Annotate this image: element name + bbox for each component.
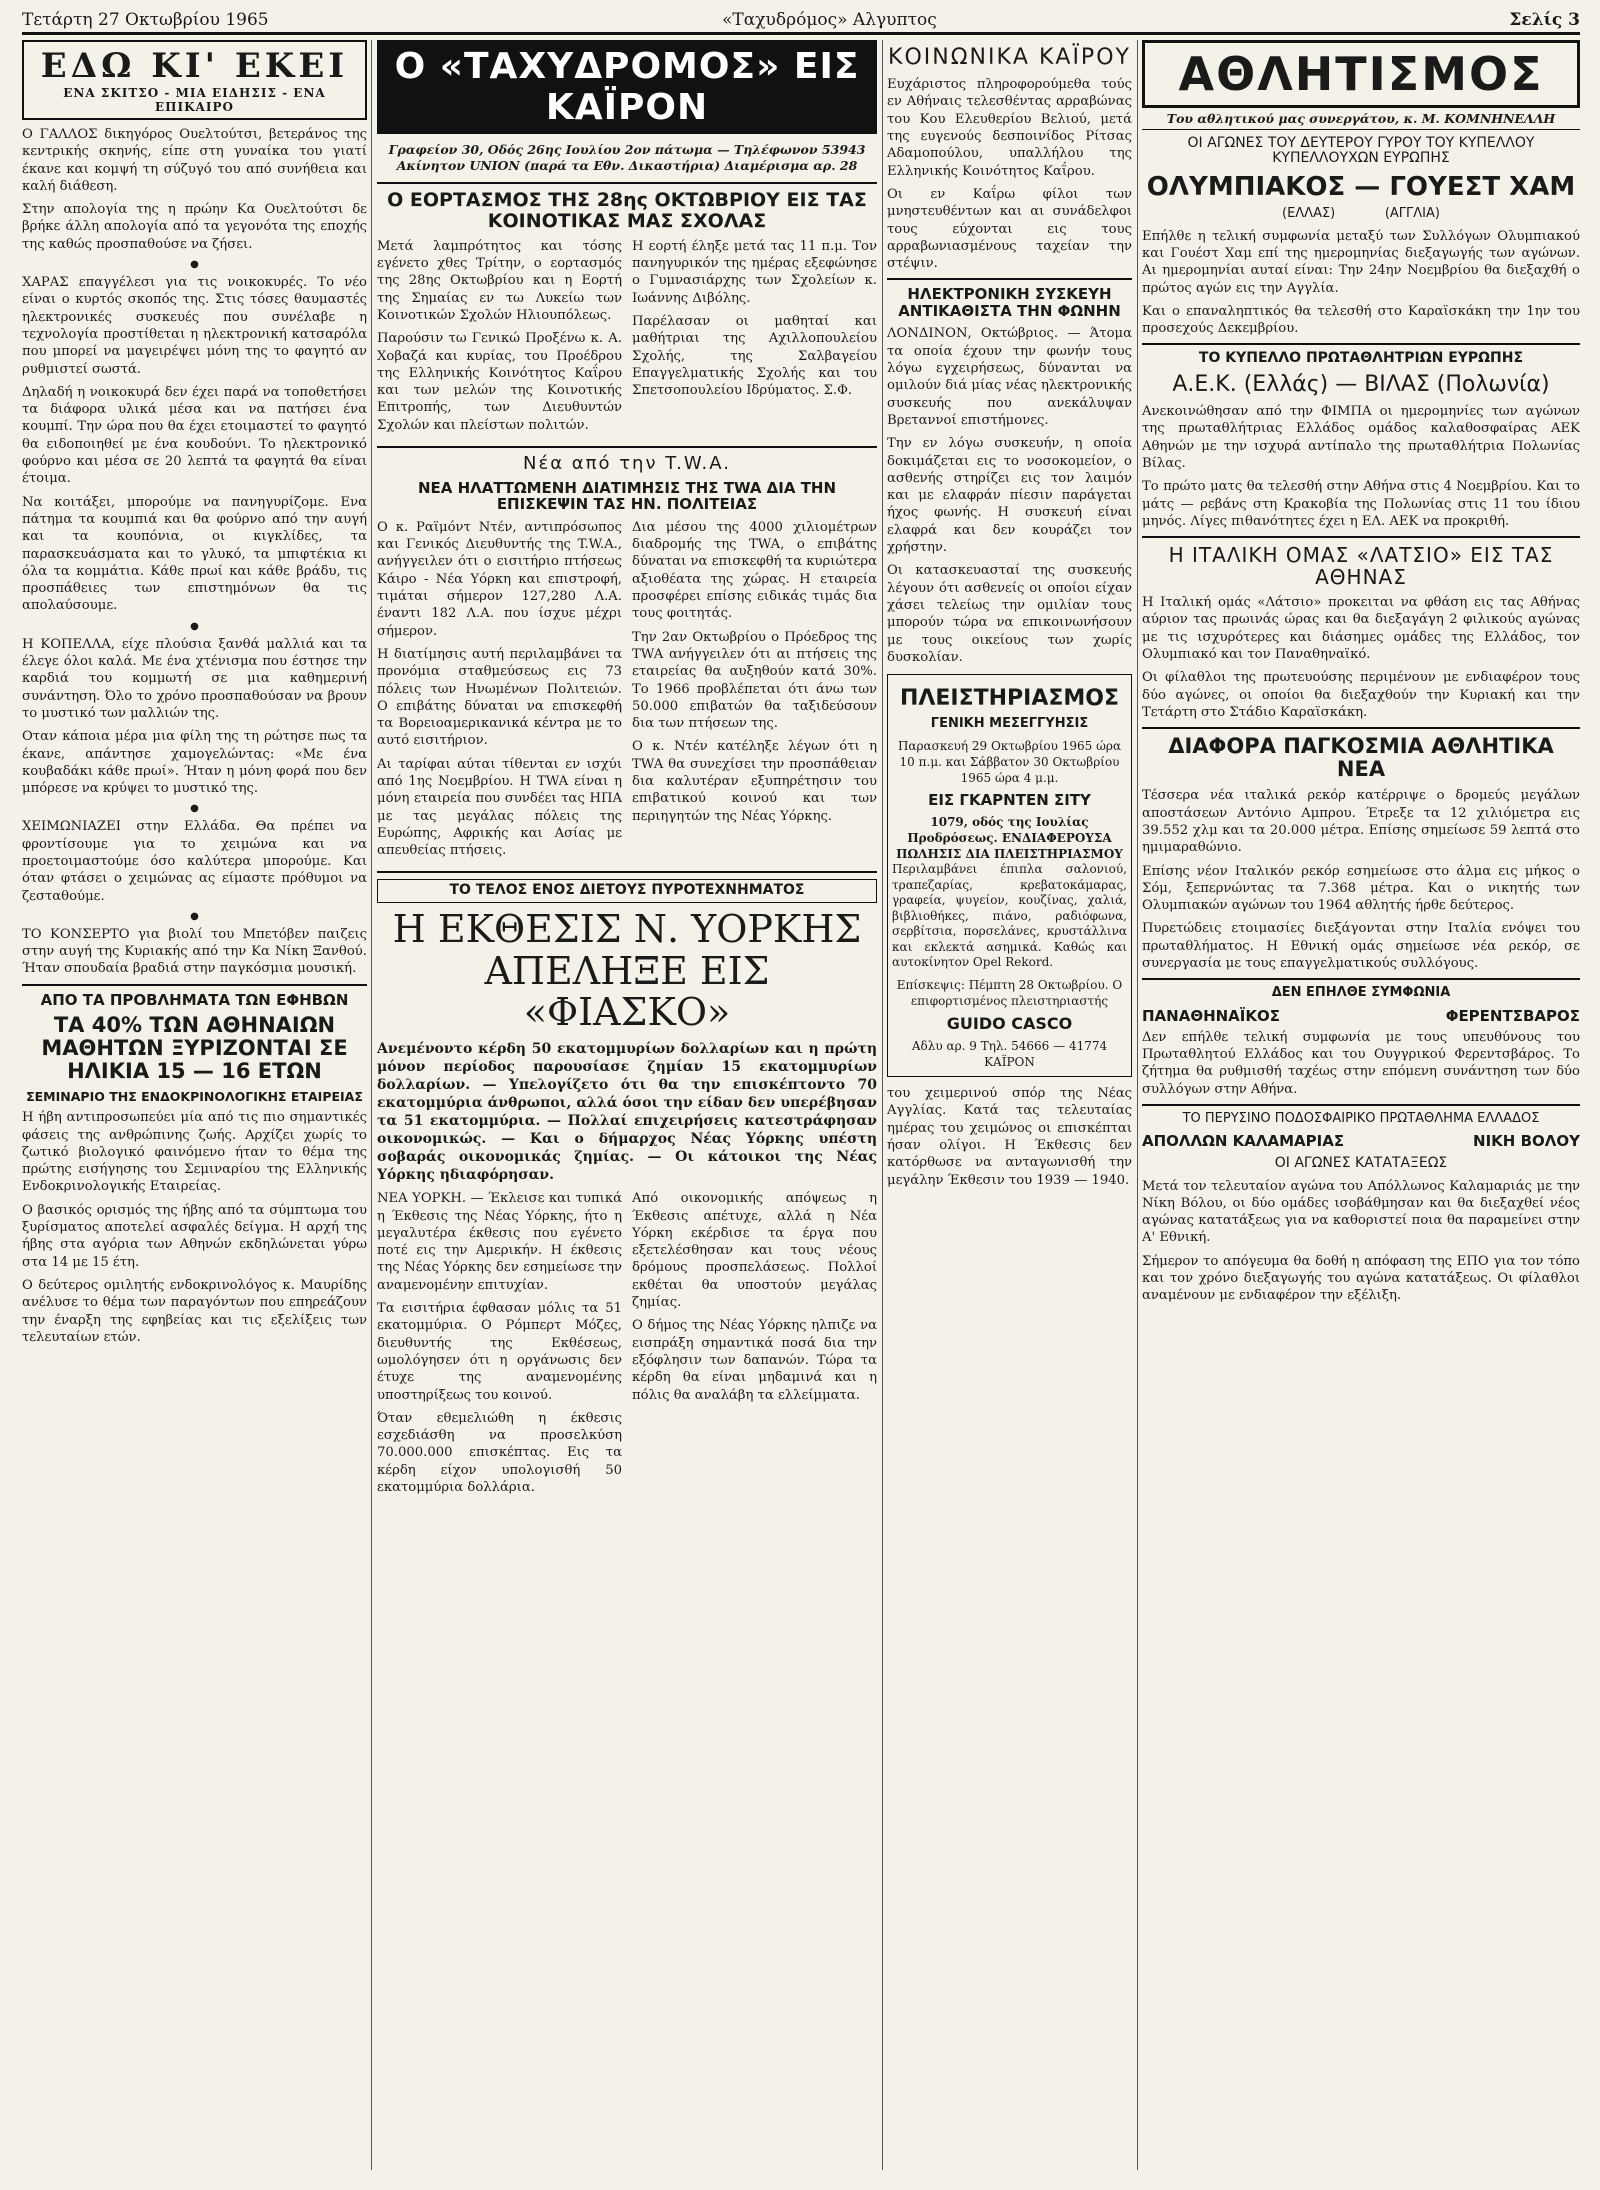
- column-divider: [371, 40, 372, 2170]
- newspaper-page: [22, 8, 1580, 2178]
- office-address: [377, 142, 877, 174]
- rule: [377, 446, 877, 448]
- article-paragraph: Οι κατασκευασταί της συσκευής λέγουν ότι ασθενείς οι οποίοι είχαν χάσει τελείως την ομιλίαν τους μπορούν τώρα να επικοινωνήσουν με τους οικείους των χωρίς δυσκολίαν.: [887, 563, 1132, 665]
- article-paragraph: Την 2αν Οκτωβρίου ο Πρόεδρος της TWA ανήγγειλεν ότι αι πτήσεις της εταιρείας θα αυξηθούν κατά 30%. Το 1966 προβλέπεται ότι άνω των 50.000 επιβατών θα ταξιδεύσουν δια των πτήσεων της.: [632, 629, 877, 732]
- article-paragraph: Επήλθε η τελική συμφωνία μεταξύ των Συλλόγων Ολυμπιακού και Γουέστ Χαμ επί της ημερομηνίας διεξαγωγής των αγώνων. Αι ημερομηνίαι αυταί είναι: Την 24ην Νοεμβρίου θα διεξαχθή ο πρώτος αγών εις την Αγγλία.: [1142, 228, 1580, 296]
- article-paragraph: Ανεκοινώθησαν από την ΦΙΜΠΑ οι ημερομηνίες των αγώνων της πρωταθλήτριας Ελλάδος ομάδος καλαθοσφαίρας ΑΕΚ Αθηνών με την ισχυρά αντίπαλο της πρωταθλήτρια Πολωνίας Βίλας.: [1142, 404, 1580, 471]
- masthead-paper: «Ταχυδρόμος» Αλγυπτος: [722, 10, 937, 30]
- article-paragraph: Μετά λαμπρότητος και τόσης εγένετο χθες Τρίτην, ο εορτασμός της 28ης Οκτωβρίου και η Εορτή της Σημαίας εν τω Λυκείω των Κοινοτικών Σχολών Ηλιουπόλεως.: [377, 238, 622, 323]
- olympiakos-westham-headline: ΟΛΥΜΠΙΑΚΟΣ — ΓΟΥΕΣΤ ΧΑΜ: [1146, 171, 1576, 202]
- rule: [1142, 1104, 1580, 1106]
- two-column-text: [377, 238, 877, 440]
- column-here-and-there: [22, 40, 367, 2170]
- aek-vilas-headline: Α.Ε.Κ. (Ελλάς) — ΒΙΛΑΣ (Πολωνία): [1172, 371, 1550, 397]
- rule: [887, 278, 1132, 280]
- rule: [377, 871, 877, 873]
- oxi-day-headline: Ο ΕΟΡΤΑΣΜΟΣ ΤΗΣ 28ης ΟΚΤΩΒΡΙΟΥ ΕΙΣ ΤΑΣ ΚΟΙΝΟΤΙΚΑΣ ΜΑΣ ΣΧΟΛΑΣ: [387, 189, 867, 232]
- office-address-line: Ακίνητον UNION (παρά τα Εθν. Δικαστήρια) Διαμέρισμα αρ. 28: [396, 158, 858, 173]
- masthead: [22, 8, 1580, 35]
- article-paragraph: Ο βασικός ορισμός της ήβης από τα σύμπτωμα του ξυρίσματος αποτελεί ασφαλές δείγμα. Η αρχή της ήβης στα αγόρια των Αθηνών εκδηλώνεται γύρω στα 14 με 15 έτη.: [22, 1202, 367, 1270]
- article-paragraph: ΧΕΙΜΩΝΙΑΖΕΙ στην Ελλάδα. Θα πρέπει να φροντίσουμε για το χειμώνα και να προετοιμαστούμε όσο καλύτερα μπορούμε. Και όταν φτάσει ο χειμώνας ας είμαστε πρόθυμοι να ζεσταθούμε.: [22, 819, 367, 904]
- rule: [1142, 343, 1580, 345]
- article-paragraph: Στην απολογία της η πρώην Κα Ουελτούτσι δε βρήκε άλλη απολογία από τα γεγονότα της εποχής της καθώς προσπαθούσε να ζήσει.: [22, 202, 367, 252]
- article-paragraph: Πυρετώδεις ετοιμασίες διεξάγονται στην Ιταλία ενόψει του πρωταθλήματος. Η Εθνική ομάς σημείωσε νέα ρεκόρ, σε συνεργασία με τους επαγγελματικούς συλλόγους.: [1142, 921, 1580, 972]
- lazio-headline: Η ΙΤΑΛΙΚΗ ΟΜΑΣ «ΛΑΤΣΙΟ» ΕΙΣ ΤΑΣ ΑΘΗΝΑΣ: [1168, 543, 1554, 590]
- article-paragraph: Η εορτή έληξε μετά τας 11 π.μ. Τον πανηγυρικόν της ημέρας εξεφώνησε ο Γυμνασιάρχης των Σχολείων κ. Ιωάννης Διβόλης.: [632, 238, 877, 306]
- article-paragraph: Δια μέσου της 4000 χιλιομέτρων διαδρομής της TWA, ο επιβάτης δύναται να επισκεφθή τα κυριώτερα αξιοθέατα της χώρας. Η εταιρεία προσφέρει επίσης ειδικάς τιμάς δια τους φοιτητάς.: [632, 519, 877, 622]
- teens-subheadline: ΣΕΜΙΝΑΡΙΟ ΤΗΣ ΕΝΔΟΚΡΙΝΟΛΟΓΙΚΗΣ ΕΤΑΙΡΕΙΑΣ: [26, 1088, 363, 1104]
- apollon-niki-headline: [1142, 1132, 1580, 1150]
- office-address-line: Γραφείον 30, Οδός 26ης Ιουλίου 2ον πάτωμα — Τηλέφωνον 53943: [388, 142, 866, 157]
- separator-dot: ●: [190, 910, 199, 922]
- auction-details: Περιλαμβάνει έπιπλα σαλονιού, τραπεζαρίας, κρεβατοκάμαρας, γραφεία, ψυγείον, κουζίνας, χαλιά, βιβλιοθήκες, πιάνο, ραδιόφωνα, σερβίτσια, πορσελάνες, κρυστάλλινα και εκλεκτά ασημικά. Καθώς και αυτοκίνητον Opel Rekord.: [892, 862, 1127, 970]
- article-paragraph: Ο ΓΑΛΛΟΣ δικηγόρος Ουελτούτσι, βετεράνος της κεντρικής σκηνής, είπε στη γυναίκα του γιατί έκανε και κομψή τη σύζυγό του από συνήθεια και καλή διάθεση.: [22, 127, 367, 194]
- article-paragraph: Οι εν Καΐρω φίλοι των μνηστευθέντων και αι συνάδελφοι τους εύχονται εις τους αρραβωνιασμένους ταχείαν την στέψιν.: [887, 186, 1132, 272]
- rule: [22, 984, 367, 986]
- article-paragraph: Ο κ. Ντέν κατέληξε λέγων ότι η TWA θα συνεχίσει την προσπάθειαν δια καλυτέραν εξυπηρέτησιν του επιβατικού κοινού και των περιηγητών της Νέας Υόρκης.: [632, 739, 877, 824]
- column-sports: [1142, 40, 1580, 2170]
- article-paragraph: του χειμερινού σπόρ της Νέας Αγγλίας. Κατά τας τελευταίας ημέρας του χειμώνος οι επισκέπται ήσαν ολίγοι. Η Έκθεσις δεν κατόρθωσε να ανταγωνισθή την μεγάλην Έκθεσιν του 1939 — 1940.: [887, 1086, 1132, 1188]
- team-countries: (ΕΛΛΑΣ) (ΑΓΓΛΙΑ): [1282, 206, 1440, 222]
- article-paragraph: Την εν λόγω συσκευήν, η οποία δοκιμάζεται εις το νοσοκομείον, ο ασθενής στηρίζει εις τον λαιμόν και με ελαφράν πίεσιν παράγεται ήχος φωνής. Η συσκευή είναι ελαφρά και δεν κουράζει τον χρήστην.: [887, 436, 1132, 556]
- rule: [1142, 978, 1580, 980]
- article-paragraph: Οταν κάποια μέρα μια φίλη της τη ρώτησε πως τα έκανε, απάντησε χαμογελώντας: «Με ένα κουβαδάκι κάθε πρωί». Ήταν η μόνη φορά που δεν μπόρεσε να κρύψει το μυστικό της.: [22, 729, 367, 797]
- auction-subtitle: ΓΕΝΙΚΗ ΜΕΣΕΓΓΥΗΣΙΣ: [930, 716, 1089, 732]
- sports-section-title: ΑΘΛΗΤΙΣΜΟΣ: [1142, 40, 1580, 108]
- here-there-title: ΕΔΩ ΚΙ' ΕΚΕΙ: [40, 46, 349, 86]
- team-right: ΝΙΚΗ ΒΟΛΟΥ: [1473, 1132, 1580, 1151]
- auction-advertisement: [887, 674, 1132, 1077]
- article-paragraph: Παρούσιν τω Γενικώ Προξένω κ. Α. Χοβαζά και κυρίας, του Προέδρου της Ελληνικής Κοινότητος Καΐρου και των μελών της Κοινοτικής Επιτροπής, των Διευθυντών Σχολών και πλείστων πολιτών.: [377, 331, 622, 433]
- separator-dot: ●: [190, 803, 199, 815]
- article-paragraph: Η ήβη αντιπροσωπεύει μία από τις πιο σημαντικές φάσεις της ανθρώπινης ζωής. Αρχίζει χωρίς το ζωτικό βιολογικό φαινόμενο ήταν το θέμα της πρώτης εισήγησης του Σεμιναρίου της Ελληνικής Ενδοκρινολογικής Εταιρείας.: [22, 1110, 367, 1195]
- here-there-subtitle: ΕΝΑ ΣΚΙΤΣΟ - ΜΙΑ ΕΙΔΗΣΙΣ - ΕΝΑ ΕΠΙΚΑΙΡΟ: [63, 86, 326, 114]
- article-paragraph: Η Ιταλική ομάς «Λάτσιο» προκειται να φθάση εις τας Αθήνας αύριον τας πρωινάς ώρας και θα διεξαγάγη 2 φιλικούς αγώνας με τις ισχυρότερες και διάσημες ομάδες της Ελλάδος, τον Ολυμπιακό και τον Παναθηναϊκό.: [1142, 595, 1580, 662]
- ny-fair-kicker: ΤΟ ΤΕΛΟΣ ΕΝΟΣ ΔΙΕΤΟΥΣ ΠΥΡΟΤΕΧΝΗΜΑΤΟΣ: [377, 879, 877, 902]
- article-paragraph: Δηλαδή η νοικοκυρά δεν έχει παρά να τοποθετήσει τα διάφορα υλικά μέσα και να πατήσει ένα κουμπί. Την ώρα που θα έχει ετοιμαστεί το φαγητό θα ειδοποιηθεί με ένα κουδούνι. Το ηλεκτρονικό φούρνο και μέσα σε 20 λεπτά τα φαγητά θα είναι έτοιμα.: [22, 384, 367, 487]
- rule: [1142, 727, 1580, 729]
- article-paragraph: Οι φίλαθλοι της πρωτευούσης περιμένουν με ενδιαφέρον τους δύο αγώνες, οι οποίοι θα διεξαχθούν την Κυριακή και την Τετάρτη στο Στάδιο Καραϊσκάκη.: [1142, 670, 1580, 720]
- ny-fair-headline: Η ΕΚΘΕΣΙΣ Ν. ΥΟΡΚΗΣ ΑΠΕΛΗΞΕ ΕΙΣ «ΦΙΑΣΚΟ»: [392, 906, 862, 1035]
- auction-viewing: Επίσκεψις: Πέμπτη 28 Οκτωβρίου. Ο επιφορτισμένος πλειστηριαστής: [896, 977, 1123, 1008]
- article-paragraph: Παρέλασαν οι μαθηταί και μαθήτριαι της Αχιλλοπουλείου Σχολής, της Σαλβαγείου Επαγγελματικής Σχολής και του Σπετσοπουλείου Ιδρύματος. Σ.Φ.: [632, 313, 877, 399]
- no-agreement-kicker: ΔΕΝ ΕΠΗΛΘΕ ΣΥΜΦΩΝΙΑ: [1271, 985, 1451, 1001]
- column-social-ads: [887, 40, 1132, 2170]
- article-paragraph: Η ΚΟΠΕΛΛΑ, είχε πλούσια ξανθά μαλλιά και τα έλεγε όλοι καλά. Με ένα χτένισμα που έστησε την καρδιά του κομμωτή σε μια καθημερινή συνάντηση. Όλο το χρόνο προσπαθούσαν να βρουν το μυστικό των μαλλιών της.: [22, 636, 367, 721]
- article-paragraph: Δεν επήλθε τελική συμφωνία με τους υπευθύνους του Πρωταθλητού Ελλάδος και του Ουγγρικού Φερεντσβάρος. Το ζήτημα θα ρυθμισθή ταχέως στην επόμενη συνάντηση των δύο συλλόγων στην Αθήνα.: [1142, 1029, 1580, 1097]
- cup-winners-kicker: ΟΙ ΑΓΩΝΕΣ ΤΟΥ ΔΕΥΤΕΡΟΥ ΓΥΡΟΥ ΤΟΥ ΚΥΠΕΛΛΟΥ ΚΥΠΕΛΛΟΥΧΩΝ ΕΥΡΩΠΗΣ: [1187, 135, 1535, 167]
- column-divider: [1137, 40, 1138, 2170]
- teens-kicker: ΑΠΟ ΤΑ ΠΡΟΒΛΗΜΑΤΑ ΤΩΝ ΕΦΗΒΩΝ: [40, 990, 349, 1009]
- voice-device-headline: ΗΛΕΚΤΡΟΝΙΚΗ ΣΥΣΚΕΥΗ ΑΝΤΙΚΑΘΙΣΤΑ ΤΗΝ ΦΩΝΗΝ: [898, 285, 1121, 320]
- here-there-header: [22, 40, 367, 120]
- auctioneer-address: Αδλυ αρ. 9 Τηλ. 54666 — 41774 ΚΑΪΡΟΝ: [911, 1039, 1108, 1070]
- two-column-text: [377, 1190, 877, 1502]
- ny-fair-lead: Ανεμένοντο κέρδη 50 εκατομμυρίων δολλαρίων και η πρώτη μόνον περίοδος παρουσίασε ζημίαν 15 εκατομμυρίων δολλαρίων. — Υπελογίζετο ότι θα την επισκέπτοντο 70 εκατομμύρια άνθρωποι, αλλά όσοι την είδαν δεν υπερέβησαν τα 51 εκατομμύρια. — Πολλαί επιχειρήσεις κατεστράφησαν οικονομικώς. — Και ο δήμαρχος Νέας Υόρκης υπέστη σοβαράς οικονομικάς ζημίας. — Οι κάτοικοι της Νέας Υόρκης ηδιαφόρησαν.: [377, 1041, 877, 1184]
- pao-ferencvaros-headline: [1142, 1007, 1580, 1025]
- team-left: ΑΠΟΛΛΩΝ ΚΑΛΑΜΑΡΙΑΣ: [1142, 1132, 1345, 1151]
- masthead-date: Τετάρτη 27 Οκτωβρίου 1965: [22, 10, 269, 30]
- article-paragraph: ΧΑΡΑΣ επαγγέλεσι για τις νοικοκυρές. Το νέο είναι ο κυρτός σκοπός της. Στις τόσες θαυμαστές ηλεκτρονικές συσκευές που συνέλαβε η τεχνολογία προστίθεται η ηλεκτρονική κατσαρόλα που μπορεί να μαγειρέψει μόνη της το φαγητό αν ρυθμιστεί σωστά.: [22, 275, 367, 377]
- article-paragraph: Μετά τον τελευταίον αγώνα του Απόλλωνος Καλαμαριάς με την Νίκη Βόλου, οι δύο ομάδες ισοβάθμησαν και θα διεξαχθεί νέος αγώνας κατατάξεως για να καθοριστεί ποια θα παραμείνει στην Α' Εθνική.: [1142, 1178, 1580, 1246]
- column-divider: [882, 40, 883, 2170]
- article-paragraph: Τέσσερα νέα ιταλικά ρεκόρ κατέρριψε ο δρομεύς μεγάλων αποστάσεων Αντόνιο Αμπρου. Έτρεξε τα 12 χιλιόμετρα εις 39.552 χλμ και τα 20.000 μέτρα. Επίσης σημείωσε 59 λεπτά στο ημιμαραθώνιο.: [1142, 788, 1580, 856]
- column-taxydromos-cairo: [377, 40, 877, 2170]
- teens-headline: ΤΑ 40% ΤΩΝ ΑΘΗΝΑΙΩΝ ΜΑΘΗΤΩΝ ΞΥΡΙΖΟΝΤΑΙ ΣΕ ΗΛΙΚΙΑ 15 — 16 ΕΤΩΝ: [41, 1013, 348, 1084]
- auction-address: 1079, οδός της Ιουλίας Προδρόσεως. ΕΝΔΙΑΦΕΡΟΥΣΑ ΠΩΛΗΣΙΣ ΔΙΑ ΠΛΕΙΣΤΗΡΙΑΣΜΟΥ: [896, 815, 1123, 862]
- article-paragraph: Και ο επαναληπτικός θα τελεσθή στο Καραϊσκάκη την 1ην του προσεχούς Δεκεμβρίου.: [1142, 303, 1580, 337]
- playoff-subheadline: ΟΙ ΑΓΩΝΕΣ ΚΑΤΑΤΑΞΕΩΣ: [1274, 1155, 1448, 1172]
- article-paragraph: Από οικονομικής απόψεως η Έκθεσις απέτυχε, αλλά η Νέα Υόρκη εκέρδισε τα έργα που εξετελέσθησαν και τους νέους δρόμους προσπελάσεως. Πολλοί εκθέται θα υποστούν μεγάλας ζημίας.: [632, 1191, 877, 1311]
- article-paragraph: Ο κ. Ραϊμόντ Ντέν, αντιπρόσωπος και Γενικός Διευθυντής της T.W.A., ανήγγειλεν ότι ο εισιτήριο πτήσεως Κάιρο - Νέα Υόρκη και επιστροφή, τιμάται σήμερον 127,280 Λ.Α. έναντι 182 Λ.Α. που ίσχυε μέχρι σήμερον.: [377, 519, 622, 639]
- auctioneer-name: GUIDO CASCO: [946, 1013, 1073, 1033]
- auction-dates: Παρασκευή 29 Οκτωβρίου 1965 ώρα 10 π.μ. και Σάββατον 30 Οκτωβρίου 1965 ώρα 4 μ.μ.: [897, 738, 1122, 785]
- rule: [1142, 536, 1580, 538]
- team-left: ΠΑΝΑΘΗΝΑΪΚΟΣ: [1142, 1006, 1280, 1025]
- cairo-office-banner: Ο «ΤΑΧΥΔΡΟΜΟΣ» ΕΙΣ ΚΑΪΡΟΝ: [377, 40, 877, 134]
- article-paragraph: Το πρώτο ματς θα τελεσθή στην Αθήνα στις 4 Νοεμβρίου. Και το μάτς — ρεβάνς στη Κρακοβία της Πολωνίας στις 11 του ίδιου μηνός. Λίγες πιθανότητες έχει η ΕΛ. ΑΕΚ να προκριθή.: [1142, 479, 1580, 529]
- article-paragraph: ΤΟ ΚΟΝΣΕΡΤΟ για βιολί του Μπετόβεν παιζεις στην αυγή της Κυριακής από την Κα Νίκη Ξανθού. Ήταν σπουδαία βραδιά στην παγκόσμια μουσική.: [22, 926, 367, 977]
- article-paragraph: Τα εισιτήρια έφθασαν μόλις τα 51 εκατομμύρια. Ο Ρόμπερτ Μόζες, διευθυντής της Εκθέσεως, ωμολόγησεν ότι η οργάνωσις δεν έτυχε της αναμενομένης υποστηρίξεως του κοινού.: [377, 1301, 622, 1403]
- auction-location: ΕΙΣ ΓΚΑΡΝΤΕΝ ΣΙΤΥ: [928, 790, 1091, 809]
- article-paragraph: Να κοιτάξει, μπορούμε να πανηγυρίζομε. Ενα πάτημα τα κουμπιά και θα φούρνο από την αυγή και τα κουπόνια, οι κιγκλίδες, τα παρασκευάσματα και το γλυκό, τα μπιφτέκια κι όλα τα κομμάτια. Κάθε πρωί και κάθε βράδυ, τις προσπάθειες των επιστημόνων θα τις απολαύσουμε.: [22, 494, 367, 614]
- article-paragraph: Ευχάριστος πληροφορούμεθα τούς εν Αθήναις τελεσθέντας αρραβώνας του Κου Ελευθερίου Βελιού, μετά της ευγενούς δεσποινίδος Ρίτσας Αδαμοπούλου, υπαλλήλου της Ελληνικής Κοινότητος Καΐρου.: [887, 77, 1132, 179]
- article-paragraph: Όταν εθεμελιώθη η έκθεσις εσχεδιάσθη να προσελκύση 70.000.000 επισκέπτας. Εις τα κέρδη είχον υπολογισθή 50 εκατομμύρια δολλάρια.: [377, 1410, 622, 1496]
- world-sports-headline: ΔΙΑΦΟΡΑ ΠΑΓΚΟΣΜΙΑ ΑΘΛΗΤΙΚΑ ΝΕΑ: [1168, 734, 1554, 782]
- article-paragraph: Ο δεύτερος ομιλητής ενδοκρινολόγος κ. Μαυρίδης ανέλυσε το θέμα των παραγόντων που επηρεάζουν την έναρξη της εφηβείας και τις εξελίξεις των τελευταίων ετών.: [22, 1277, 367, 1345]
- article-paragraph: ΛΟΝΔΙΝΟΝ, Οκτώβριος. — Άτομα τα οποία έχουν την φωνήν τους λόγω εγχειρήσεως, δύνανται να ομιλούν διά μίας νέας ηλεκτρονικής συσκευής που ανεκάλυψαν Βρεταννοί επιστήμονες.: [887, 326, 1132, 428]
- champions-cup-kicker: ΤΟ ΚΥΠΕΛΛΟ ΠΡΩΤΑΘΛΗΤΡΙΩΝ ΕΥΡΩΠΗΣ: [1198, 350, 1524, 367]
- two-column-text: [377, 519, 877, 866]
- article-paragraph: Ο δήμος της Νέας Υόρκης ηλπιζε να εισπράξη σημαντικά ποσά δια την εξόφλησιν των δαπανών. Τώρα τα κέρδη θα είναι μηδαμινά και η πόλις θα αναλάβη τα ελλείμματα.: [632, 1318, 877, 1403]
- separator-dot: ●: [190, 259, 199, 271]
- article-paragraph: Αι ταρίφαι αύται τίθενται εν ισχύι από 1ης Νοεμβρίου. Η TWA είναι η μόνη εταιρεία που συνδέει τας ΗΠΑ με τας μεγάλας πόλεις της Ευρώπης, Αφρικής και Ασίας με απευθείας πτήσεις.: [377, 756, 622, 859]
- article-paragraph: Επίσης νέον Ιταλικόν ρεκόρ εσημείωσε στο άλμα εις μήκος ο Σόμ, ξεπερνώντας τα 7.368 μέτρα. Και ο νικητής των Ολυμπιακών αγώνων του 1964 αθλητής ήρθε δεύτερος.: [1142, 863, 1580, 914]
- article-paragraph: Η διατίμησις αυτή περιλαμβάνει τα προνόμια σταθμεύσεως εις 73 πόλεις των Ηνωμένων Πολιτειών. Ο επιβάτης δύναται να επισκεφθή τα Βορειοαμερικανικά κέντρα με το αυτό εισιτήριον.: [377, 646, 622, 749]
- auction-title: ΠΛΕΙΣΤΗΡΙΑΣΜΟΣ: [899, 686, 1120, 712]
- article-paragraph: ΝΕΑ ΥΟΡΚΗ. — Έκλεισε και τυπικά η Έκθεσις της Νέας Υόρκης, ήτο η μεγαλυτέρα έκθεσις που εγένετο ποτέ εις την Αμερικήν. Η έκθεσις της Νέας Υόρκης δεν εσημείωσε την αναμενομένην επιτυχίαν.: [377, 1191, 622, 1293]
- rule: [377, 182, 877, 184]
- team-right: ΦΕΡΕΝΤΣΒΑΡΟΣ: [1445, 1006, 1580, 1025]
- masthead-page-number: Σελίς 3: [1509, 10, 1580, 30]
- sports-byline: Του αθλητικού μας συνεργάτου, κ. Μ. ΚΟΜΝΗΝΕΛΛΗ: [1142, 108, 1580, 130]
- article-paragraph: Σήμερον το απόγευμα θα δοθή η απόφαση της ΕΠΟ για τον τόπο και τον χρόνο διεξαγωγής του αγώνα κατατάξεως. Οι φίλαθλοι αναμένουν με ενδιαφέρον την εξέλιξη.: [1142, 1253, 1580, 1304]
- twa-headline: ΝΕΑ ΗΛΑΤΤΩΜΕΝΗ ΔΙΑΤΙΜΗΣΙΣ ΤΗΣ TWA ΔΙΑ ΤΗΝ ΕΠΙΣΚΕΨΙΝ ΤΑΣ ΗΝ. ΠΟΛΙΤΕΙΑΣ: [417, 478, 837, 514]
- social-headline: ΚΟΙΝΩΝΙΚΑ ΚΑΪΡΟΥ: [888, 45, 1131, 70]
- twa-kicker: Νέα από την T.W.A.: [523, 453, 731, 475]
- league-kicker: ΤΟ ΠΕΡΥΣΙΝΟ ΠΟΔΟΣΦΑΙΡΙΚΟ ΠΡΩΤΑΘΛΗΜΑ ΕΛΛΑΔΟΣ: [1182, 1110, 1540, 1126]
- separator-dot: ●: [190, 620, 199, 632]
